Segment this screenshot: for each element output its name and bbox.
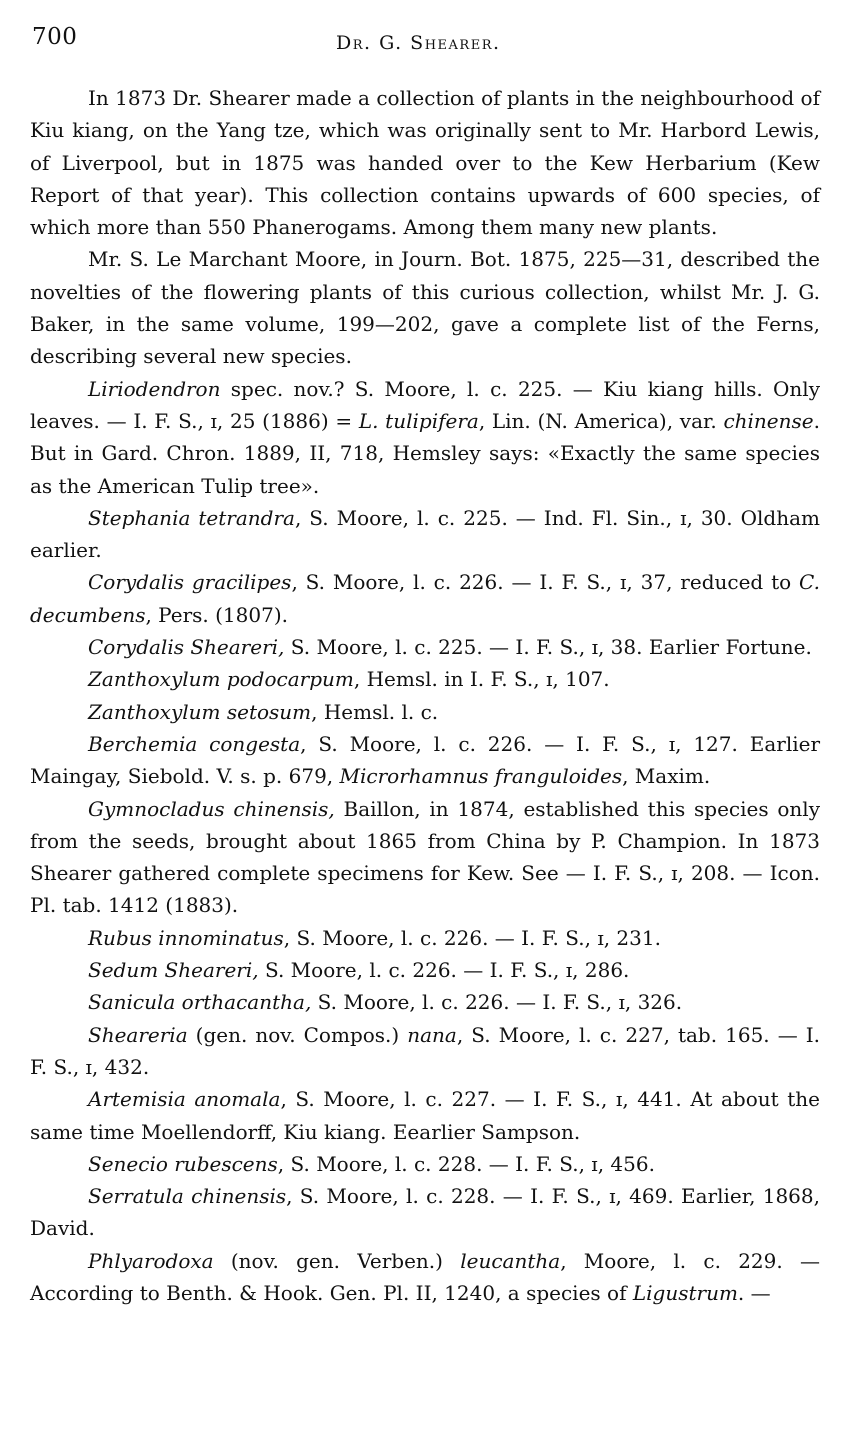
paragraph-intro — [30, 82, 820, 243]
entry-sheareria — [30, 1019, 820, 1084]
species-name: Rubus innominatus — [88, 925, 284, 950]
entry-text: , S. Moore, l. c. 228. — I. F. S., ɪ, 469. Earlier, 1868, David. — [30, 1184, 820, 1241]
entry-text: , Pers. (1807). — [145, 602, 288, 627]
entry-text: . But in Gard. Chron. 1889, II, 718, Hemsley says: «Exactly the same species as the American Tulip tree». — [30, 408, 820, 498]
species-name: L. tulipifera — [358, 408, 479, 433]
entry-artemisia — [30, 1083, 820, 1148]
entry-corydalis-gracilipes — [30, 566, 820, 631]
entry-phlyarodoxa — [30, 1245, 820, 1310]
paragraph-text: Mr. S. Le Marchant Moore, in Journ. Bot. 1875, 225—31, described the novelties of the flowering plants of this curious collection, whilst Mr. J. G. Baker, in the same volume, 199—202, gave a complete list of the Ferns, describing several new species. — [30, 247, 820, 369]
entry-zanthoxylum-podocarpum — [30, 663, 820, 695]
species-name: Stephania tetrandra — [88, 505, 295, 530]
entry-stephania — [30, 502, 820, 567]
entry-text: , Lin. (N. America), var. — [478, 408, 724, 433]
entry-text: S. Moore, l. c. 225. — I. F. S., ɪ, 38. Earlier Fortune. — [284, 635, 812, 660]
genus-name: Ligustrum — [632, 1280, 738, 1305]
species-name: Microrhamnus franguloides — [339, 764, 623, 789]
species-name: C. decumbens — [30, 570, 820, 627]
species-name: Corydalis gracilipes — [88, 570, 292, 595]
species-name: Senecio rubescens — [88, 1151, 278, 1176]
entry-sanicula — [30, 986, 820, 1018]
paragraph-text: In 1873 Dr. Shearer made a collection of plants in the neighbourhood of Kiu kiang, on the Yang tze, which was originally sent to Mr. Harbord Lewis, of Liverpool, but in 1875 was handed over to the Kew Herbarium (Kew Report of that year). This collection contains upwards of 600 species, of which more than 550 Phanerogams. Among them many new plants. — [30, 86, 820, 240]
species-name: Corydalis Sheareri, — [88, 635, 285, 660]
species-name: Gymnocladus chinensis, — [88, 796, 335, 821]
entry-senecio — [30, 1148, 820, 1180]
entry-zanthoxylum-setosum — [30, 696, 820, 728]
entry-text: , S. Moore, l. c. 227, tab. 165. — I. F. S., ɪ, 432. — [30, 1022, 820, 1079]
entry-text: spec. nov.? S. Moore, l. c. 225. — Kiu kiang hills. Only leaves. — I. F. S., ɪ, 25 (1886) = — [30, 376, 820, 433]
entry-text: S. Moore, l. c. 226. — I. F. S., ɪ, 326. — [311, 990, 683, 1015]
entry-text: Baillon, in 1874, established this species only from the seeds, brought about 1865 from China by P. Champion. In 1873 Shearer gathered complete specimens for Kew. See — I. F. S., ɪ, 208. — Icon. Pl. tab. 1412 (1883). — [30, 796, 820, 918]
entry-text: (nov. gen. Verben.) — [213, 1248, 461, 1273]
entry-text: , S. Moore, l. c. 225. — Ind. Fl. Sin., ɪ, 30. Oldham earlier. — [30, 505, 820, 563]
genus-name: Sheareria — [88, 1022, 188, 1047]
entry-gymnocladus — [30, 793, 820, 922]
entry-text: , S. Moore, l. c. 226. — I. F. S., ɪ, 37, reduced to — [291, 570, 800, 595]
species-name: Artemisia anomala — [88, 1087, 281, 1112]
species-name: Zanthoxylum setosum — [88, 699, 312, 724]
running-head: Dr. G. Shearer. — [336, 32, 501, 54]
entry-text: , Moore, l. c. 229. — According to Benth. & Hook. Gen. Pl. II, 1240, a species of — [30, 1248, 820, 1305]
paragraph-moore — [30, 243, 820, 372]
entry-text: , S. Moore, l. c. 227. — I. F. S., ɪ, 441. At about the same time Moellendorff, Kiu kiang. Eearlier Sampson. — [30, 1087, 820, 1144]
species-name: nana — [407, 1022, 457, 1047]
entry-text: . — — [737, 1280, 771, 1305]
entry-text: , Hemsl. l. c. — [311, 699, 439, 724]
species-name: Sedum Sheareri, — [88, 958, 259, 983]
entry-text: , S. Moore, l. c. 226. — I. F. S., ɪ, 127. Earlier Maingay, Siebold. V. s. p. 679, — [30, 731, 821, 789]
entry-text: S. Moore, l. c. 226. — I. F. S., ɪ, 286. — [258, 958, 630, 983]
species-name: Serratula chinensis — [88, 1184, 287, 1209]
species-name: Zanthoxylum podocarpum — [88, 667, 354, 692]
entry-corydalis-sheareri — [30, 631, 820, 663]
species-name: Berchemia congesta — [88, 731, 301, 756]
page-number: 700 — [32, 24, 78, 50]
entry-liriodendron — [30, 373, 820, 502]
entry-text: , Hemsl. in I. F. S., ɪ, 107. — [353, 667, 610, 692]
entry-sedum — [30, 954, 820, 986]
species-name: Liriodendron — [88, 376, 221, 401]
body-text — [30, 82, 820, 1309]
entry-rubus — [30, 922, 820, 954]
entry-text: , Maxim. — [622, 764, 711, 789]
species-name: leucantha — [460, 1248, 561, 1273]
entry-text: (gen. nov. Compos.) — [187, 1022, 408, 1047]
page-header — [32, 24, 818, 60]
entry-text: , S. Moore, l. c. 228. — I. F. S., ɪ, 456. — [277, 1151, 655, 1176]
variety-name: chinense — [723, 408, 814, 433]
species-name: Sanicula orthacantha, — [88, 990, 312, 1015]
genus-name: Phlyarodoxa — [88, 1248, 214, 1273]
entry-berchemia — [30, 728, 820, 793]
entry-text: , S. Moore, l. c. 226. — I. F. S., ɪ, 231. — [283, 925, 661, 950]
entry-serratula — [30, 1180, 820, 1245]
